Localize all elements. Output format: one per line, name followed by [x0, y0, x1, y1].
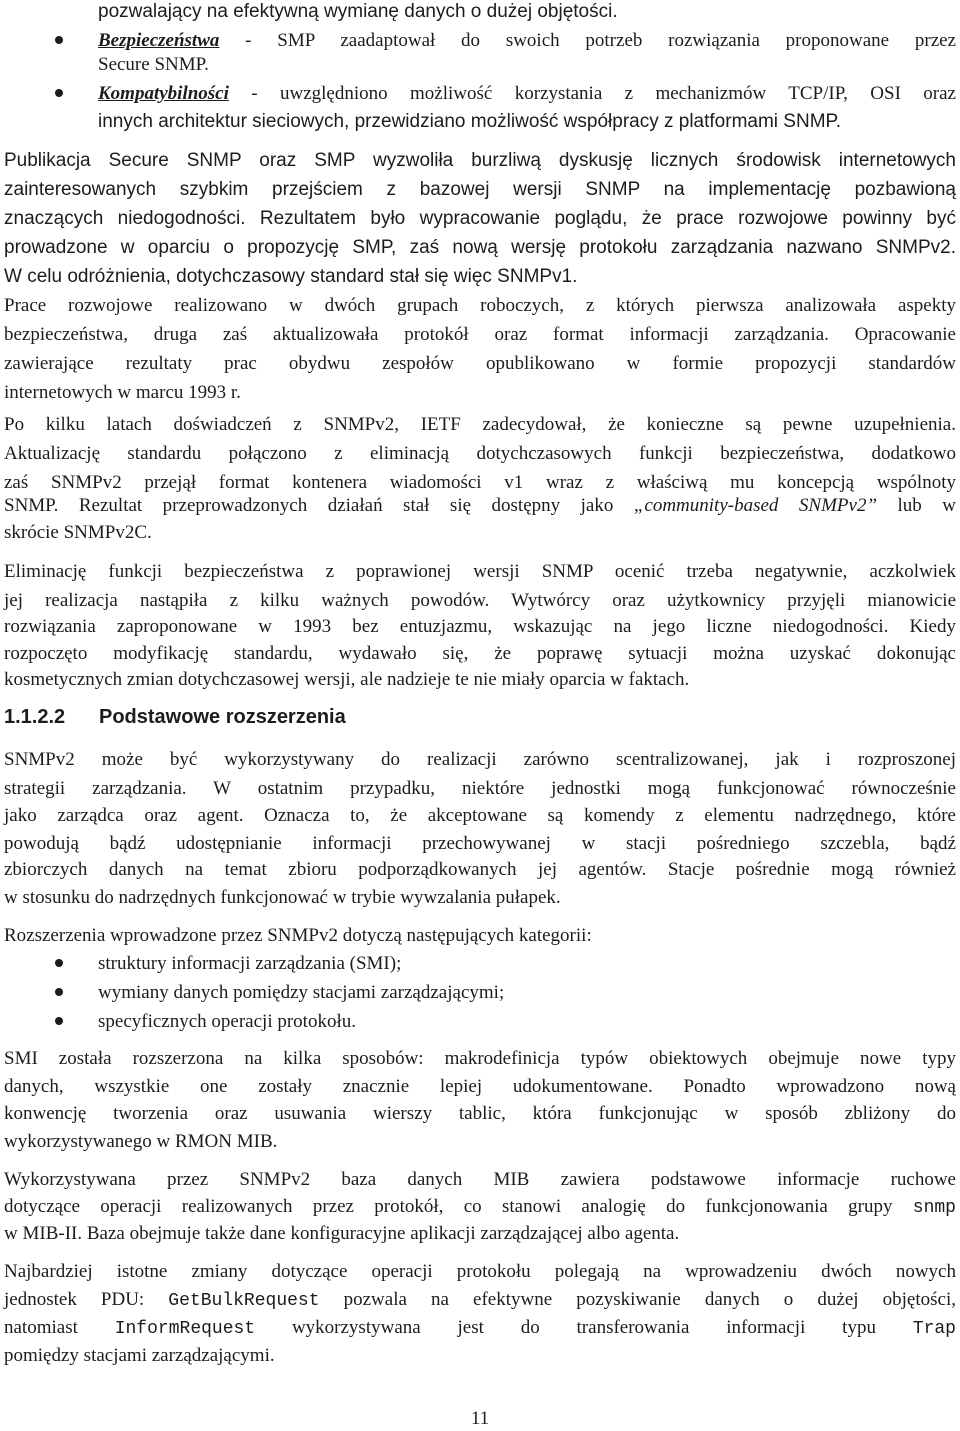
list-item: struktury informacji zarządzania (SMI);	[98, 953, 402, 974]
paragraph-line: zaś SNMPv2 przejął format kontenera wiadomości v1 wraz z właściwą mu koncepcją wspólnoty	[4, 472, 956, 493]
paragraph-line: Po kilku latach doświadczeń z SNMPv2, IETF zadecydował, że konieczne są pewne uzupełnienia.	[4, 414, 956, 435]
paragraph-line: powodują bądź udostępnianie informacji przechowywanej w stacji pośredniego szczebla, bądź	[4, 833, 956, 854]
paragraph-line: internetowych w marcu 1993 r.	[4, 382, 241, 403]
text-run: dotyczące operacji realizowanych przez protokół, co stanowi analogię do funkcjonowania grupy	[4, 1196, 913, 1217]
bullet-dot-icon	[55, 36, 63, 44]
paragraph-line	[4, 491, 956, 520]
text-run: lub w	[877, 495, 956, 516]
paragraph-line: kosmetycznych zmian dotychczasowej wersji, ale nadzieje te nie miały oparcia w faktach.	[4, 669, 690, 690]
term-compatibility: Kompatybilności	[98, 83, 229, 104]
text-run: natomiast	[4, 1317, 115, 1338]
paragraph-line: pomiędzy stacjami zarządzającymi.	[4, 1345, 275, 1366]
paragraph-line: znaczących niedogodności. Rezultatem było wypracowanie poglądu, że prace rozwojowe powinny być	[4, 208, 956, 229]
paragraph-line: rozwiązania zaproponowane w 1993 bez entuzjazmu, wskazując na jego liczne niedogodności. Kiedy	[4, 616, 956, 637]
code-term: InformRequest	[114, 1319, 256, 1339]
code-term: GetBulkRequest	[168, 1291, 320, 1311]
paragraph-line: prowadzone w oparciu o propozycję SMP, zaś nową wersję protokołu zarządzania nazwano SNMPv2.	[4, 237, 956, 258]
paragraph-line: Eliminację funkcji bezpieczeństwa z poprawionej wersji SNMP ocenić trzeba negatywnie, aczkolwiek	[4, 561, 956, 582]
list-item-continuation: pozwalający na efektywną wymianę danych o dużej objętości.	[98, 1, 618, 22]
list-item-continuation: Secure SNMP.	[98, 54, 209, 75]
text-run: pozwala na efektywne pozyskiwanie danych o dużej objętości,	[319, 1289, 956, 1310]
paragraph-line: zawierające rezultaty prac obydwu zespołów opublikowano w formie propozycji standardów	[4, 353, 956, 374]
list-item-continuation: innych architektur sieciowych, przewidziano możliwość współpracy z platformami SNMP.	[98, 111, 842, 132]
paragraph-line: skrócie SNMPv2C.	[4, 522, 152, 543]
paragraph-line	[4, 1285, 956, 1316]
term-security: Bezpieczeństwa	[98, 30, 220, 51]
paragraph-line: SMI została rozszerzona na kilka sposobów: makrodefinicja typów obiektowych obejmuje nowe typy	[4, 1048, 956, 1069]
paragraph-line: Najbardziej istotne zmiany dotyczące operacji protokołu polegają na wprowadzeniu dwóch nowych	[4, 1261, 956, 1282]
list-item-compatibility	[98, 79, 956, 108]
list-item-text: - uwzględniono możliwość korzystania z mechanizmów TCP/IP, OSI oraz	[228, 83, 956, 104]
paragraph-line: W celu odróżnienia, dotychczasowy standard stał się więc SNMPv1.	[4, 266, 578, 287]
paragraph-line: konwencję tworzenia oraz usuwania wierszy tablic, która funkcjonując w sposób zbliżony do	[4, 1103, 956, 1124]
paragraph-line: SNMPv2 może być wykorzystywany do realizacji zarówno scentralizowanej, jak i rozproszonej	[4, 749, 956, 770]
paragraph-line	[4, 1313, 956, 1344]
paragraph-line: Prace rozwojowe realizowano w dwóch grupach roboczych, z których pierwsza analizowała aspekty	[4, 295, 956, 316]
code-term: Trap	[912, 1319, 956, 1339]
paragraph-line: w stosunku do nadrzędnych funkcjonować w trybie wywzalania pułapek.	[4, 887, 561, 908]
paragraph-line: jej realizacja nastąpiła z kilku ważnych powodów. Wytwórcy oraz użytkownicy przyjęli mianowicie	[4, 590, 956, 611]
text-run: wykorzystywana jest do transferowania informacji typu	[255, 1317, 913, 1338]
list-item: specyficznych operacji protokołu.	[98, 1011, 356, 1032]
paragraph-line: Publikacja Secure SNMP oraz SMP wyzwoliła burzliwą dyskusję licznych środowisk internetowych	[4, 150, 956, 171]
bullet-dot-icon	[55, 1017, 63, 1025]
bullet-dot-icon	[55, 89, 63, 97]
paragraph-line: zainteresowanych szybkim przejściem z bazowej wersji SNMP na implementację pozbawioną	[4, 179, 956, 200]
text-run: SNMP. Rezultat przeprowadzonych działań stał się dostępny jako	[4, 495, 634, 516]
paragraph-line: Wykorzystywana przez SNMPv2 baza danych MIB zawiera podstawowe informacje ruchowe	[4, 1169, 956, 1190]
paragraph-line: wykorzystywanego w RMON MIB.	[4, 1131, 278, 1152]
bullet-dot-icon	[55, 988, 63, 996]
paragraph-line: jako zarządca oraz agent. Oznacza to, że akceptowane są komendy z elementu nadrzędnego, które	[4, 805, 956, 826]
page-number: 11	[470, 1408, 490, 1429]
paragraph-line: zbiorczych danych na temat zbioru podporządkowanych jej agentów. Stacje pośrednie mogą również	[4, 859, 956, 880]
paragraph-line: w MIB-II. Baza obejmuje także dane konfiguracyjne aplikacji zarządzającej albo agenta.	[4, 1223, 680, 1244]
paragraph-line: rozpoczęto modyfikację standardu, wydawało się, że poprawę sytuacji można uzyskać dokonując	[4, 643, 956, 664]
code-term: snmp	[912, 1198, 956, 1218]
section-heading	[4, 703, 956, 731]
text-run: jednostek PDU:	[4, 1289, 169, 1310]
section-number: 1.1.2.2	[4, 706, 66, 728]
paragraph-line: Aktualizację standardu połączono z eliminacją dotychczasowych funkcji bezpieczeństwa, dodatkowo	[4, 443, 956, 464]
bullet-dot-icon	[55, 959, 63, 967]
paragraph-line: Rozszerzenia wprowadzone przez SNMPv2 dotyczą następujących kategorii:	[4, 925, 592, 946]
italic-term: „community-based SNMPv2”	[633, 495, 878, 516]
list-item-text: - SMP zaadaptował do swoich potrzeb rozwiązania proponowane przez	[219, 30, 956, 51]
list-item: wymiany danych pomiędzy stacjami zarządzającymi;	[98, 982, 505, 1003]
paragraph-line: danych, wszystkie one zostały znacznie lepiej udokumentowane. Ponadto wprowadzono nową	[4, 1076, 956, 1097]
paragraph-line: bezpieczeństwa, druga zaś aktualizowała protokół oraz format informacji zarządzania. Opracowanie	[4, 324, 956, 345]
section-title: Podstawowe rozszerzenia	[99, 706, 346, 728]
paragraph-line: strategii zarządzania. W ostatnim przypadku, niektóre jednostki mogą funkcjonować równocześnie	[4, 778, 956, 799]
